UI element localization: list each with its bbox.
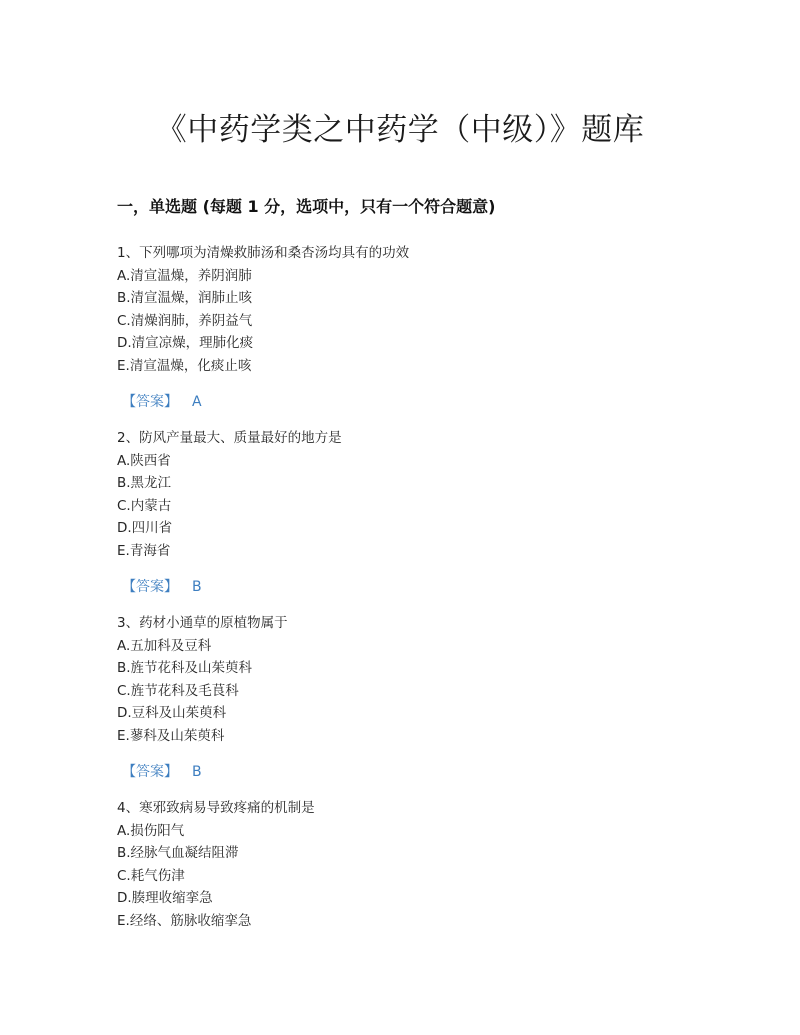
answer-row bbox=[117, 391, 717, 413]
answer-value: B bbox=[192, 578, 202, 595]
option-c: C.清燥润肺，养阴益气 bbox=[117, 312, 253, 329]
option-c: C.耗气伤津 bbox=[117, 867, 185, 884]
option-b: B.经脉气血凝结阻滞 bbox=[117, 845, 239, 862]
answer-row bbox=[117, 761, 717, 783]
answer-row bbox=[117, 576, 717, 598]
option-a: A.清宣温燥，养阴润肺 bbox=[117, 267, 252, 284]
answer-label: 【答案】 bbox=[122, 578, 178, 595]
option-a: A.陕西省 bbox=[117, 452, 171, 469]
option-b: B.黑龙江 bbox=[117, 475, 172, 492]
answer-value: A bbox=[192, 393, 202, 410]
option-d: D.四川省 bbox=[117, 520, 173, 537]
section-heading: 一，单选题 (每题 1 分，选项中，只有一个符合题意) bbox=[117, 197, 496, 216]
question-stem: 4、寒邪致病易导致疼痛的机制是 bbox=[117, 800, 315, 816]
question-3 bbox=[117, 612, 717, 783]
option-a: A.五加科及豆科 bbox=[117, 637, 212, 654]
option-c: C.内蒙古 bbox=[117, 497, 172, 514]
option-e: E.蓼科及山茱萸科 bbox=[117, 727, 225, 744]
option-e: E.青海省 bbox=[117, 542, 171, 559]
question-1 bbox=[117, 242, 717, 413]
answer-value: B bbox=[192, 763, 202, 780]
option-e: E.经络、筋脉收缩挛急 bbox=[117, 912, 252, 929]
option-d: D.豆科及山茱萸科 bbox=[117, 705, 227, 722]
option-e: E.清宣温燥，化痰止咳 bbox=[117, 357, 252, 374]
option-d: D.清宣凉燥，理肺化痰 bbox=[117, 335, 254, 352]
document-title: 《中药学类之中药学（中级）》题库 bbox=[155, 112, 645, 148]
question-2 bbox=[117, 427, 717, 598]
option-b: B.清宣温燥，润肺止咳 bbox=[117, 290, 253, 307]
option-d: D.腠理收缩挛急 bbox=[117, 890, 213, 907]
option-a: A.损伤阳气 bbox=[117, 822, 185, 839]
question-stem: 2、防风产量最大、质量最好的地方是 bbox=[117, 430, 342, 446]
option-c: C.旌节花科及毛茛科 bbox=[117, 682, 239, 699]
option-b: B.旌节花科及山茱萸科 bbox=[117, 660, 253, 677]
question-stem: 1、下列哪项为清燥救肺汤和桑杏汤均具有的功效 bbox=[117, 245, 410, 261]
question-stem: 3、药材小通草的原植物属于 bbox=[117, 615, 288, 631]
answer-label: 【答案】 bbox=[122, 763, 178, 780]
question-4 bbox=[117, 797, 717, 933]
answer-label: 【答案】 bbox=[122, 393, 178, 410]
